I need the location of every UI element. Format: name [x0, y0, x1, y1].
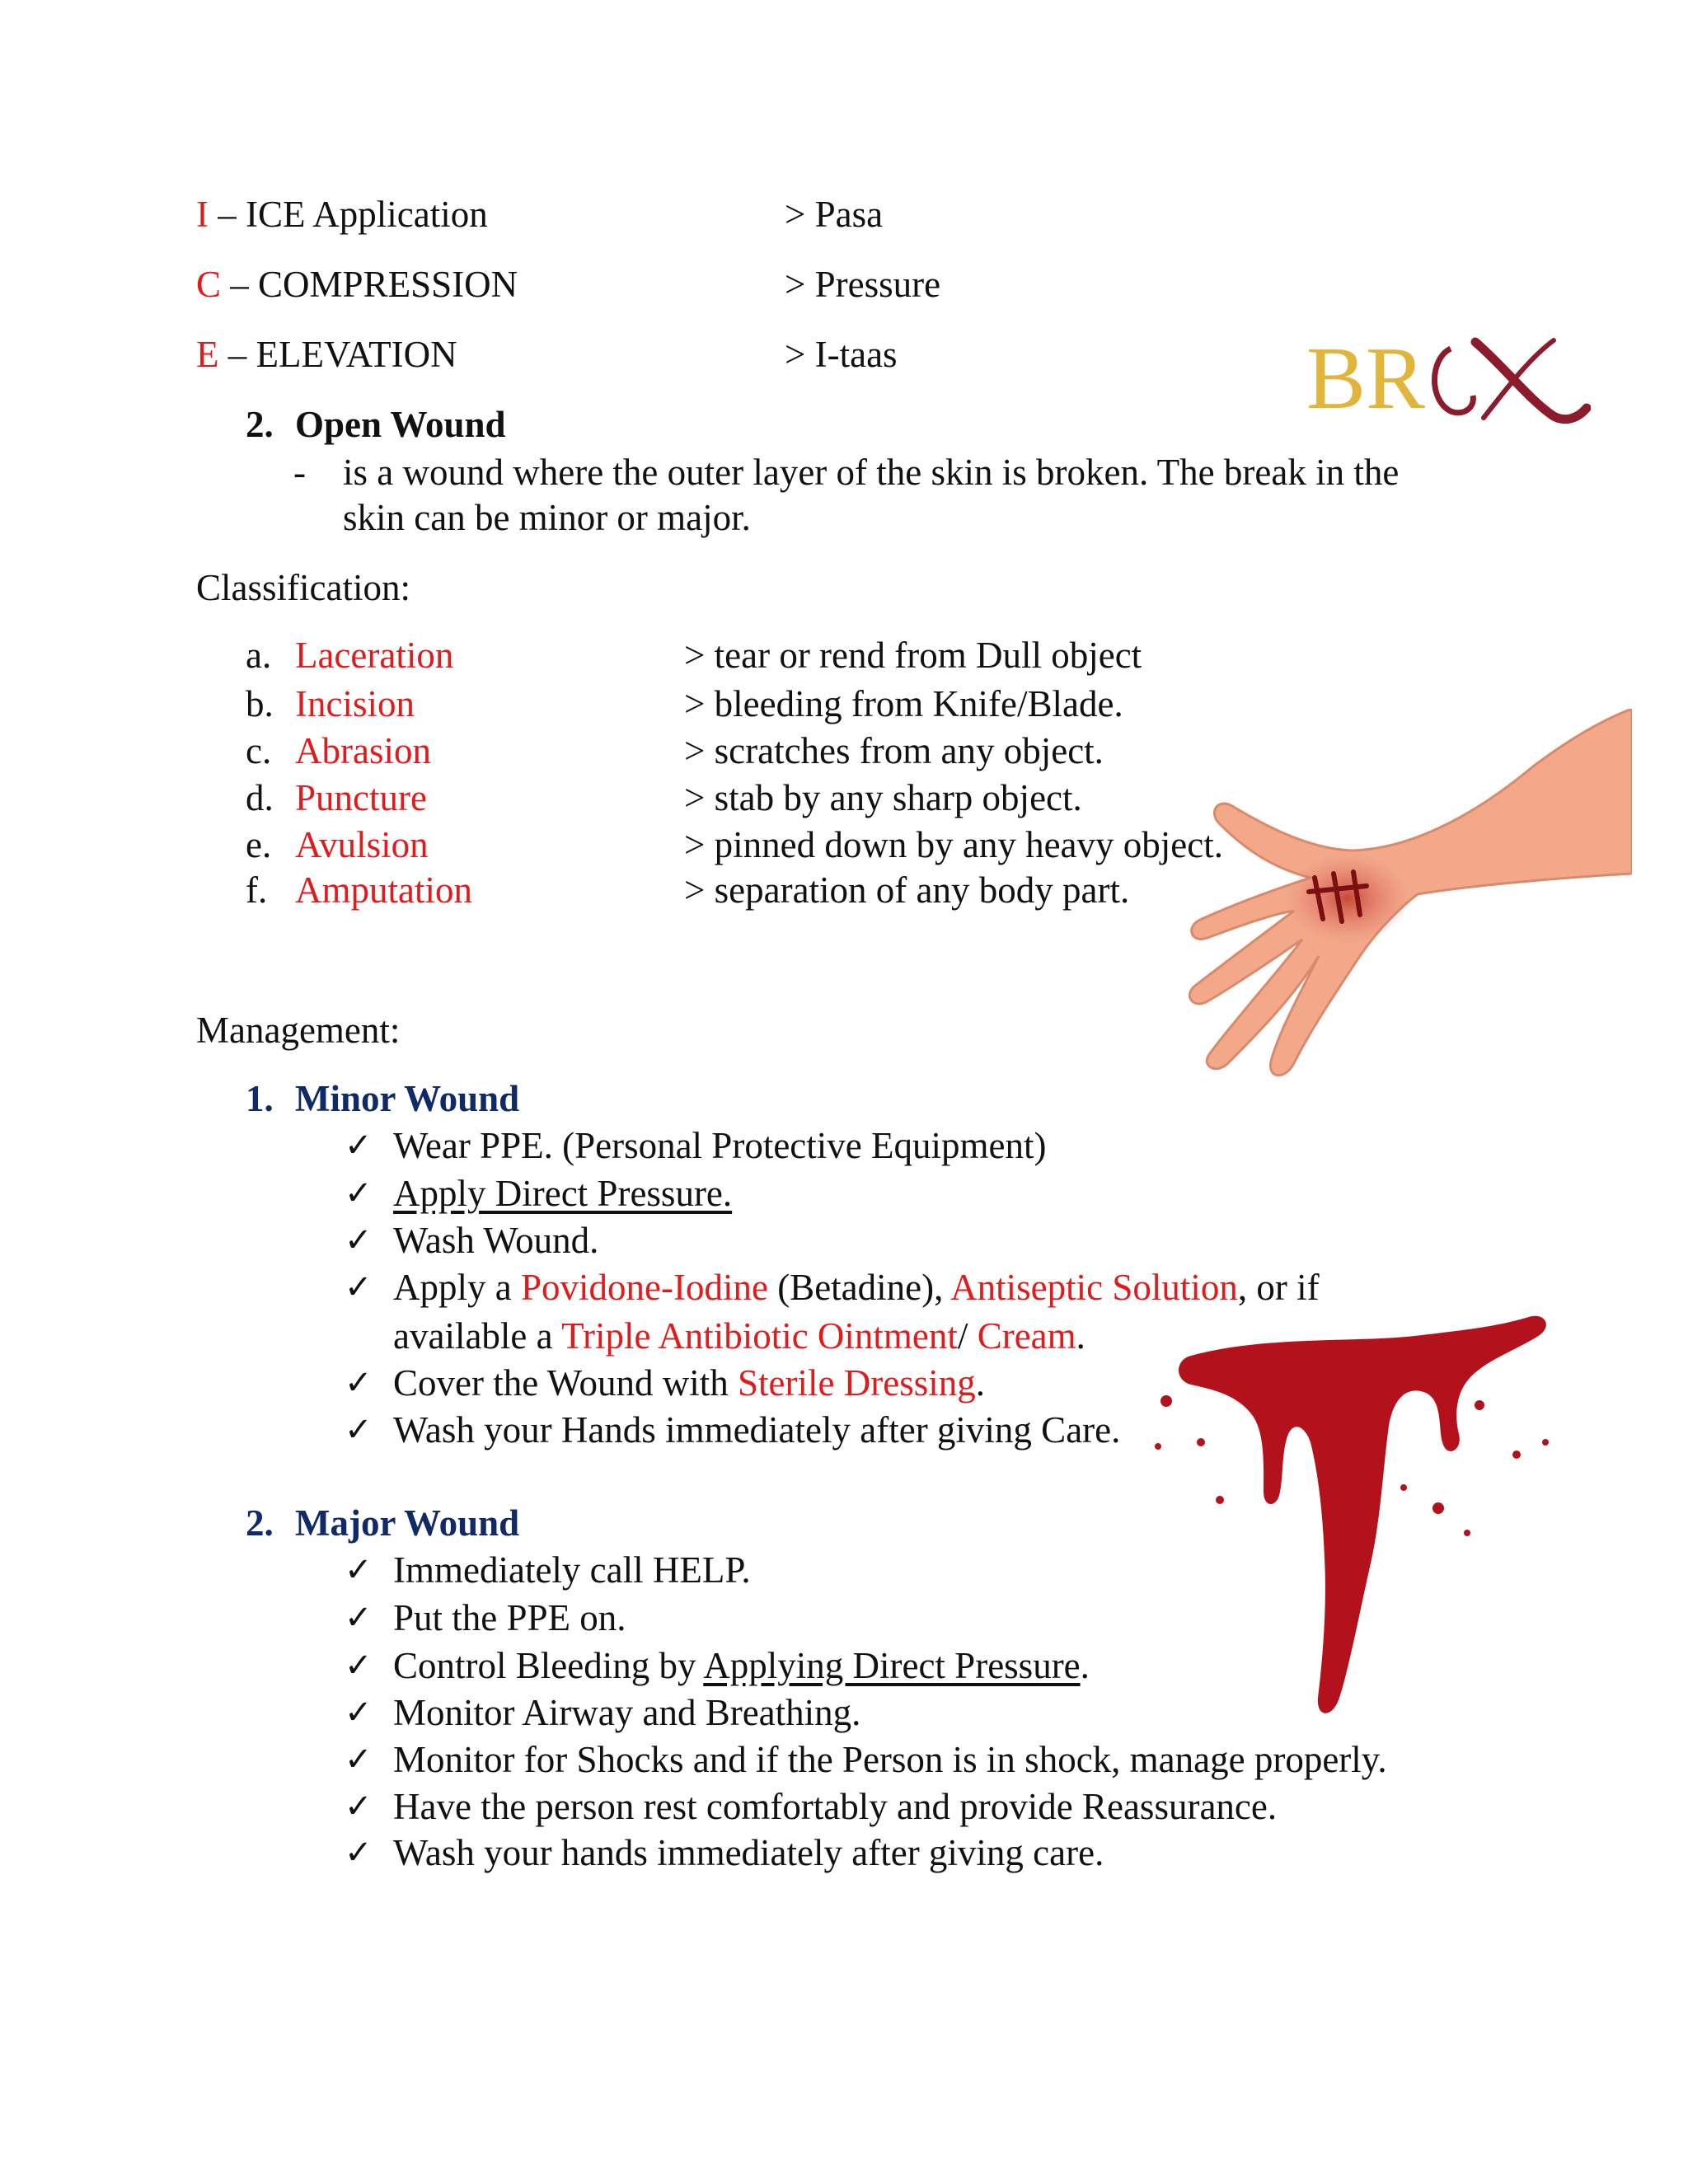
check-icon: ✓ — [345, 1551, 373, 1589]
open-wound-title: Open Wound — [295, 404, 506, 445]
rice-term-elevation: – ELEVATION — [218, 334, 457, 375]
rice-meaning-elevation: > I-taas — [785, 334, 898, 375]
blood-splatter-dot — [1542, 1439, 1549, 1446]
term-antiseptic-solution: Antiseptic Solution — [950, 1267, 1238, 1308]
open-wound-desc-line1: is a wound where the outer layer of the skin is broken. The break in the — [343, 452, 1400, 493]
minor-step-4-line1 — [393, 1264, 1320, 1310]
blood-splatter-dot — [1432, 1502, 1444, 1514]
minor-step-3: Wash Wound. — [393, 1220, 599, 1261]
minor-step-5-part-c: . — [975, 1362, 985, 1404]
minor-step-4-part-a: Apply a — [393, 1267, 521, 1308]
blood-splatter-dot — [1197, 1438, 1205, 1446]
rice-line-compression — [196, 261, 518, 307]
major-step-3-part-a: Control Bleeding by — [393, 1645, 704, 1686]
major-step-3-part-b: Applying Direct Pressure — [703, 1645, 1081, 1686]
management-heading: Management: — [196, 1010, 401, 1051]
minor-wound-number: 1. — [246, 1078, 274, 1119]
wound-redness — [1286, 853, 1409, 944]
blood-splatter-dot — [1155, 1443, 1161, 1450]
check-icon: ✓ — [345, 1788, 373, 1825]
term-povidone-iodine: Povidone-Iodine — [520, 1267, 768, 1308]
major-step-2: Put the PPE on. — [393, 1597, 626, 1638]
class-letter-b: b. — [246, 683, 274, 724]
logo-swirl — [1434, 349, 1473, 413]
rice-letter-e: E — [196, 334, 219, 375]
check-icon: ✓ — [345, 1741, 373, 1779]
minor-step-2: Apply Direct Pressure. — [393, 1173, 733, 1214]
rice-term-ice: – ICE Application — [209, 194, 488, 235]
check-icon: ✓ — [345, 1411, 373, 1449]
open-wound-desc-line2: skin can be minor or major. — [343, 497, 751, 538]
class-name-amputation: Amputation — [295, 869, 472, 911]
minor-step-4-line2 — [393, 1313, 1085, 1359]
open-wound-number: 2. — [246, 404, 274, 445]
check-icon: ✓ — [345, 1174, 373, 1212]
blood-splatter-dot — [1475, 1400, 1484, 1410]
class-desc-amputation: > separation of any body part. — [684, 869, 1130, 911]
class-name-laceration: Laceration — [295, 635, 454, 676]
class-letter-e: e. — [246, 824, 272, 865]
class-name-puncture: Puncture — [295, 777, 427, 818]
term-cream: Cream — [977, 1315, 1076, 1357]
term-sterile-dressing: Sterile Dressing — [738, 1362, 976, 1404]
class-desc-avulsion: > pinned down by any heavy object. — [684, 824, 1223, 865]
blood-splatter-dot — [1160, 1395, 1172, 1407]
check-icon: ✓ — [345, 1221, 373, 1259]
class-desc-puncture: > stab by any sharp object. — [684, 777, 1082, 818]
check-icon: ✓ — [345, 1834, 373, 1872]
class-desc-abrasion: > scratches from any object. — [684, 730, 1104, 771]
class-desc-incision: > bleeding from Knife/Blade. — [684, 683, 1123, 724]
class-letter-c: c. — [246, 730, 272, 771]
open-wound-dash: - — [293, 452, 306, 493]
wounded-hand-illustration — [1170, 709, 1632, 1088]
major-wound-title: Major Wound — [295, 1502, 520, 1544]
class-letter-d: d. — [246, 777, 274, 818]
major-step-5: Monitor for Shocks and if the Person is in shock, manage properly. — [393, 1739, 1387, 1780]
rice-line-elevation — [196, 331, 457, 377]
check-icon: ✓ — [345, 1694, 373, 1732]
minor-step-4-part-c: (Betadine), — [767, 1267, 951, 1308]
rice-line-ice — [196, 191, 488, 237]
blood-splatter-dot — [1400, 1484, 1407, 1491]
major-step-3-part-c: . — [1080, 1645, 1090, 1686]
logo-letters-br: BR — [1306, 330, 1426, 428]
rice-letter-c: C — [196, 264, 222, 305]
major-step-7: Wash your hands immediately after giving care. — [393, 1832, 1104, 1873]
minor-step-5 — [393, 1360, 985, 1406]
brix-logo — [1306, 326, 1591, 433]
major-step-3 — [393, 1643, 1090, 1689]
blood-drip-illustration — [1142, 1310, 1570, 1731]
check-icon: ✓ — [345, 1364, 373, 1402]
minor-step-4-part-e: , or if — [1237, 1267, 1320, 1308]
minor-step-1: Wear PPE. (Personal Protective Equipment) — [393, 1125, 1047, 1166]
class-name-incision: Incision — [295, 683, 415, 724]
class-name-abrasion: Abrasion — [295, 730, 431, 771]
blood-splatter-dot — [1216, 1496, 1224, 1504]
blood-splatter-dot — [1464, 1530, 1470, 1536]
rice-term-compression: – COMPRESSION — [221, 264, 518, 305]
major-step-6: Have the person rest comfortably and provide Reassurance. — [393, 1786, 1278, 1827]
hand-shape — [1189, 709, 1632, 1076]
major-step-1: Immediately call HELP. — [393, 1549, 751, 1591]
minor-wound-title: Minor Wound — [295, 1078, 520, 1119]
classification-heading: Classification: — [196, 567, 410, 608]
rice-meaning-compression: > Pressure — [785, 264, 941, 305]
major-wound-number: 2. — [246, 1502, 274, 1544]
rice-meaning-ice: > Pasa — [785, 194, 884, 235]
rice-letter-i: I — [196, 194, 209, 235]
minor-step-4-part-j: . — [1076, 1315, 1085, 1357]
term-triple-antibiotic-ointment: Triple Antibiotic Ointment — [561, 1315, 958, 1357]
class-letter-a: a. — [246, 635, 272, 676]
class-desc-laceration: > tear or rend from Dull object — [684, 635, 1142, 676]
check-icon: ✓ — [345, 1647, 373, 1685]
minor-step-5-part-a: Cover the Wound with — [393, 1362, 738, 1404]
check-icon: ✓ — [345, 1127, 373, 1165]
minor-step-6: Wash your Hands immediately after giving Care. — [393, 1409, 1121, 1451]
minor-step-4-part-h: / — [957, 1315, 978, 1357]
minor-step-4-part-f: available a — [393, 1315, 562, 1357]
blood-splatter-dot — [1512, 1451, 1521, 1459]
major-step-4: Monitor Airway and Breathing. — [393, 1692, 861, 1733]
blood-drip-shape — [1179, 1316, 1546, 1713]
class-name-avulsion: Avulsion — [295, 824, 429, 865]
check-icon: ✓ — [345, 1599, 373, 1637]
check-icon: ✓ — [345, 1268, 373, 1306]
class-letter-f: f. — [246, 869, 268, 911]
